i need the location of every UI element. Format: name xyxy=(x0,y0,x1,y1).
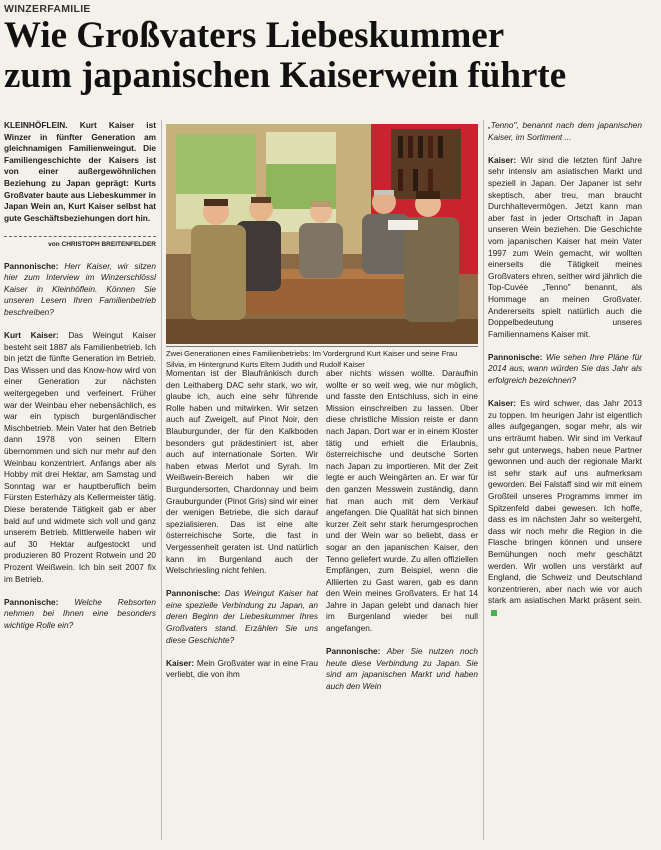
lead-paragraph xyxy=(4,120,156,224)
answer-continued: Momentan ist der Blaufränkisch durch den Leithaberg DAC sehr stark, wo wir, glaube ich, auch eine sehr führende Rolle haben und mitwirken. Wir setzen auch auf Zweigelt, auf Pinot Noir, den Blauburgunder, der für den Kalkboden besonders gut prädestiniert ist, aber auch auf internationale Sorten. Wir haben etwas Merlot und Syrah. Im Weißwein-Bereich haben wir die Burgundersorten, Chardonnay und beim Grauburgunder (Pinot Gris) sind wir einer der wenigen Betriebe, die sich darauf spezialisieren. Das ist eine alte österreichische Sorte, die fast in Vergessenheit geraten ist. Und natürlich kann im Burgenland auch der Welschriesling nicht fehlen. xyxy=(166,368,318,576)
family-photo xyxy=(166,124,478,344)
question-text: Wie sehen Ihre Pläne für 2014 aus, wann würden Sie das Jahr als erfolgreich bezeichnen? xyxy=(488,351,642,386)
answer-label: Kaiser: xyxy=(488,398,517,409)
answer-5 xyxy=(488,398,642,618)
column-rule xyxy=(483,120,484,840)
answer-label: Kurt Kaiser: xyxy=(4,330,59,341)
question-text: Das Weingut Kaiser hat eine spezielle Verbindung zu Japan, an deren Beginn der Liebeskummer Ihres Großvaters stand. Erzählen Sie uns diese Geschichte? xyxy=(166,588,318,645)
column-4 xyxy=(488,120,642,630)
question-3 xyxy=(166,588,318,646)
question-label: Pannonische: xyxy=(166,588,221,599)
question-label: Pannonische: xyxy=(488,351,543,362)
caption-divider xyxy=(166,346,478,347)
question-text: Welche Rebsorten nehmen bei Ihnen eine besonders wichtige Rolle ein? xyxy=(4,596,156,630)
question-text: Herr Kaiser, wir sitzen hier zum Interview im Winzerschlössl Kaiser in Kleinhöflein. Können Sie unseren Lesern Ihren Familienbetrieb beschreiben? xyxy=(4,260,157,317)
headline xyxy=(4,16,654,96)
column-2 xyxy=(166,368,318,693)
question-5 xyxy=(488,352,642,387)
question-2 xyxy=(4,597,156,632)
question-label: Pannonische: xyxy=(4,596,59,607)
column-1 xyxy=(4,120,156,643)
lead-text: Kurt Kaiser ist Winzer in fünfter Generation am gleichnamigen Familienweingut. Die Familiengeschichte der Kaisers ist von einer außergewöhnlichen Beziehung zu Japan geprägt: Kurts Großvater baute aus Liebeskummer in Japan Wein an, Kurt Kaiser selbst hat gute Geschäftsbeziehungen dort hin. xyxy=(4,120,156,223)
headline-line-2: zum japanischen Kaiserwein führte xyxy=(4,55,567,96)
answer-label: Kaiser: xyxy=(488,154,517,165)
byline: von CHRISTOPH BREITENFELDER xyxy=(4,236,156,251)
column-3 xyxy=(326,368,478,704)
dateline: KLEINHÖFLEIN. xyxy=(4,120,68,130)
section-kicker: WINZERFAMILIE xyxy=(4,3,91,15)
question-continued: „Tenno", benannt nach dem japanischen Kaiser, im Sortiment ... xyxy=(488,120,642,142)
end-of-article-mark xyxy=(491,610,497,616)
question-1 xyxy=(4,261,156,319)
question-label: Pannonische: xyxy=(4,260,59,271)
headline-line-1: Wie Großvaters Liebeskummer xyxy=(4,15,505,56)
family-photo-illustration xyxy=(166,124,478,344)
answer-1 xyxy=(4,330,156,585)
answer-text: Das Weingut Kaiser besteht seit 1887 als Familienbetrieb. Ich bin jetzt die fünfte Generation im Betrieb. Das Wissen und das Know-how wird von einer Generation zur nächsten weitergegeben und verfeinert. Früher war der Weinbau eher nebensächlich, es war ein typisch burgenländischer Mischbetrieb. Mein Vater hat den Betrieb dann 1978 von seinen Eltern übernommen und sich nur mehr auf den Weinbau konzentriert. Anfangs aber als Hobby mit drei Hektar, am Samstag und Sonntag war er hauptberuflich beim Fürsten Esterházy als Kellermeister tätig. Diese beratende Tätigkeit gab er aber bald auf und widmete sich voll und ganz unserem Betrieb. Mittlerweile haben wir auf 30 Hektar aufgestockt und produzieren 80 Prozent Rotwein und 20 Prozent Weißwein. Ich bin seit 2007 fix im Betrieb. xyxy=(4,330,156,584)
answer-continued: aber nichts wissen wollte. Daraufhin wollte er so weit weg, wie nur möglich, und fasste den Entschluss, sich in eine Mission einschreiben zu lassen. Über diese christliche Mission reiste er dann nach Japan. Dort war er in einem Kloster tätig und erhielt die Erlaubnis, österreichische und deutsche Sorten nach Japan zu importieren. Mit der Zeit legte er auch Weingärten an. Er war für den ganzen Messwein zuständig, dann hat man auch mit dem Verkauf angefangen. Die Qualität hat sich binnen kurzer Zeit sehr stark herumgesprochen und der Wein war so beliebt, dass er sogar an den japanischen Kaiser, den Tenno geliefert wurde. Zu allen offiziellen Empfängen, zum Beispiel, wenn die Alliierten zu Gast waren, gab es dann den Wein meines Großvaters. Er hat 14 Jahre in Japan gelebt und danach hier im Burgenland wieder bei null angefangen. xyxy=(326,368,478,634)
column-rule xyxy=(161,120,162,840)
question-label: Pannonische: xyxy=(326,646,381,657)
answer-3 xyxy=(166,658,318,681)
photo-caption: Zwei Generationen eines Familienbetriebs: Im Vordergrund Kurt Kaiser und seine Frau Silvia, im Hintergrund Kurts Eltern Judith und Rudolf Kaiser xyxy=(166,349,458,369)
answer-text: Es wird schwer, das Jahr 2013 zu toppen. Im heurigen Jahr ist eigentlich alles aufgegangen, sogar mehr, als wir uns erträumt haben. Wir sind im Verkauf sehr gut unterwegs, haben neue Partner gewonnen und auch der regionale Markt ist sehr stark auf uns aufmerksam geworden. Bei Falstaff sind wir mit einem Großteil unseres Programms immer im Spitzenfeld dabei gewesen. Ich hoffe, dass es im nächsten Jahr so weitergeht, dass wir noch mehr die Region in die Flasche bringen können und unsere Bemühungen noch mehr geschätzt werden. Wir wollen uns verstärkt auf England, die Schweiz und Deutschland konzentrieren, aber nach wie vor auch stark am asiatischen Markt präsent sein. xyxy=(488,398,642,606)
answer-label: Kaiser: xyxy=(166,657,195,668)
answer-4 xyxy=(488,155,642,341)
question-text: Aber Sie nutzen noch heute diese Verbindung zu Japan. Sie sind am japanischen Markt und haben auch den Wein xyxy=(326,646,478,692)
answer-text: Mein Großvater war in eine Frau verliebt, die von ihm xyxy=(166,657,318,680)
question-4 xyxy=(326,646,478,692)
answer-text: Wir sind die letzten fünf Jahre sehr intensiv am asiatischen Markt und speziell in Japan. Der Japaner ist sehr skeptisch, aber treu, man braucht Durchhaltevermögen. Jetzt kann man aber fast in jeder Ortschaft in Japan unseren Wein beziehen. Die Geschichte vom japanischen Kaiser hat mein Vater 1997 zum Wein gemacht, wir wollten einerseits die Tätigkeit meines Großvaters ehren, seither wird jährlich die Top-Cuvée „Tenno" benannt, als Hommage an meinen Großvater. Andererseits spielt natürlich auch die Doppelbedeutung unseres Familiennamens Kaiser mit. xyxy=(488,154,643,339)
